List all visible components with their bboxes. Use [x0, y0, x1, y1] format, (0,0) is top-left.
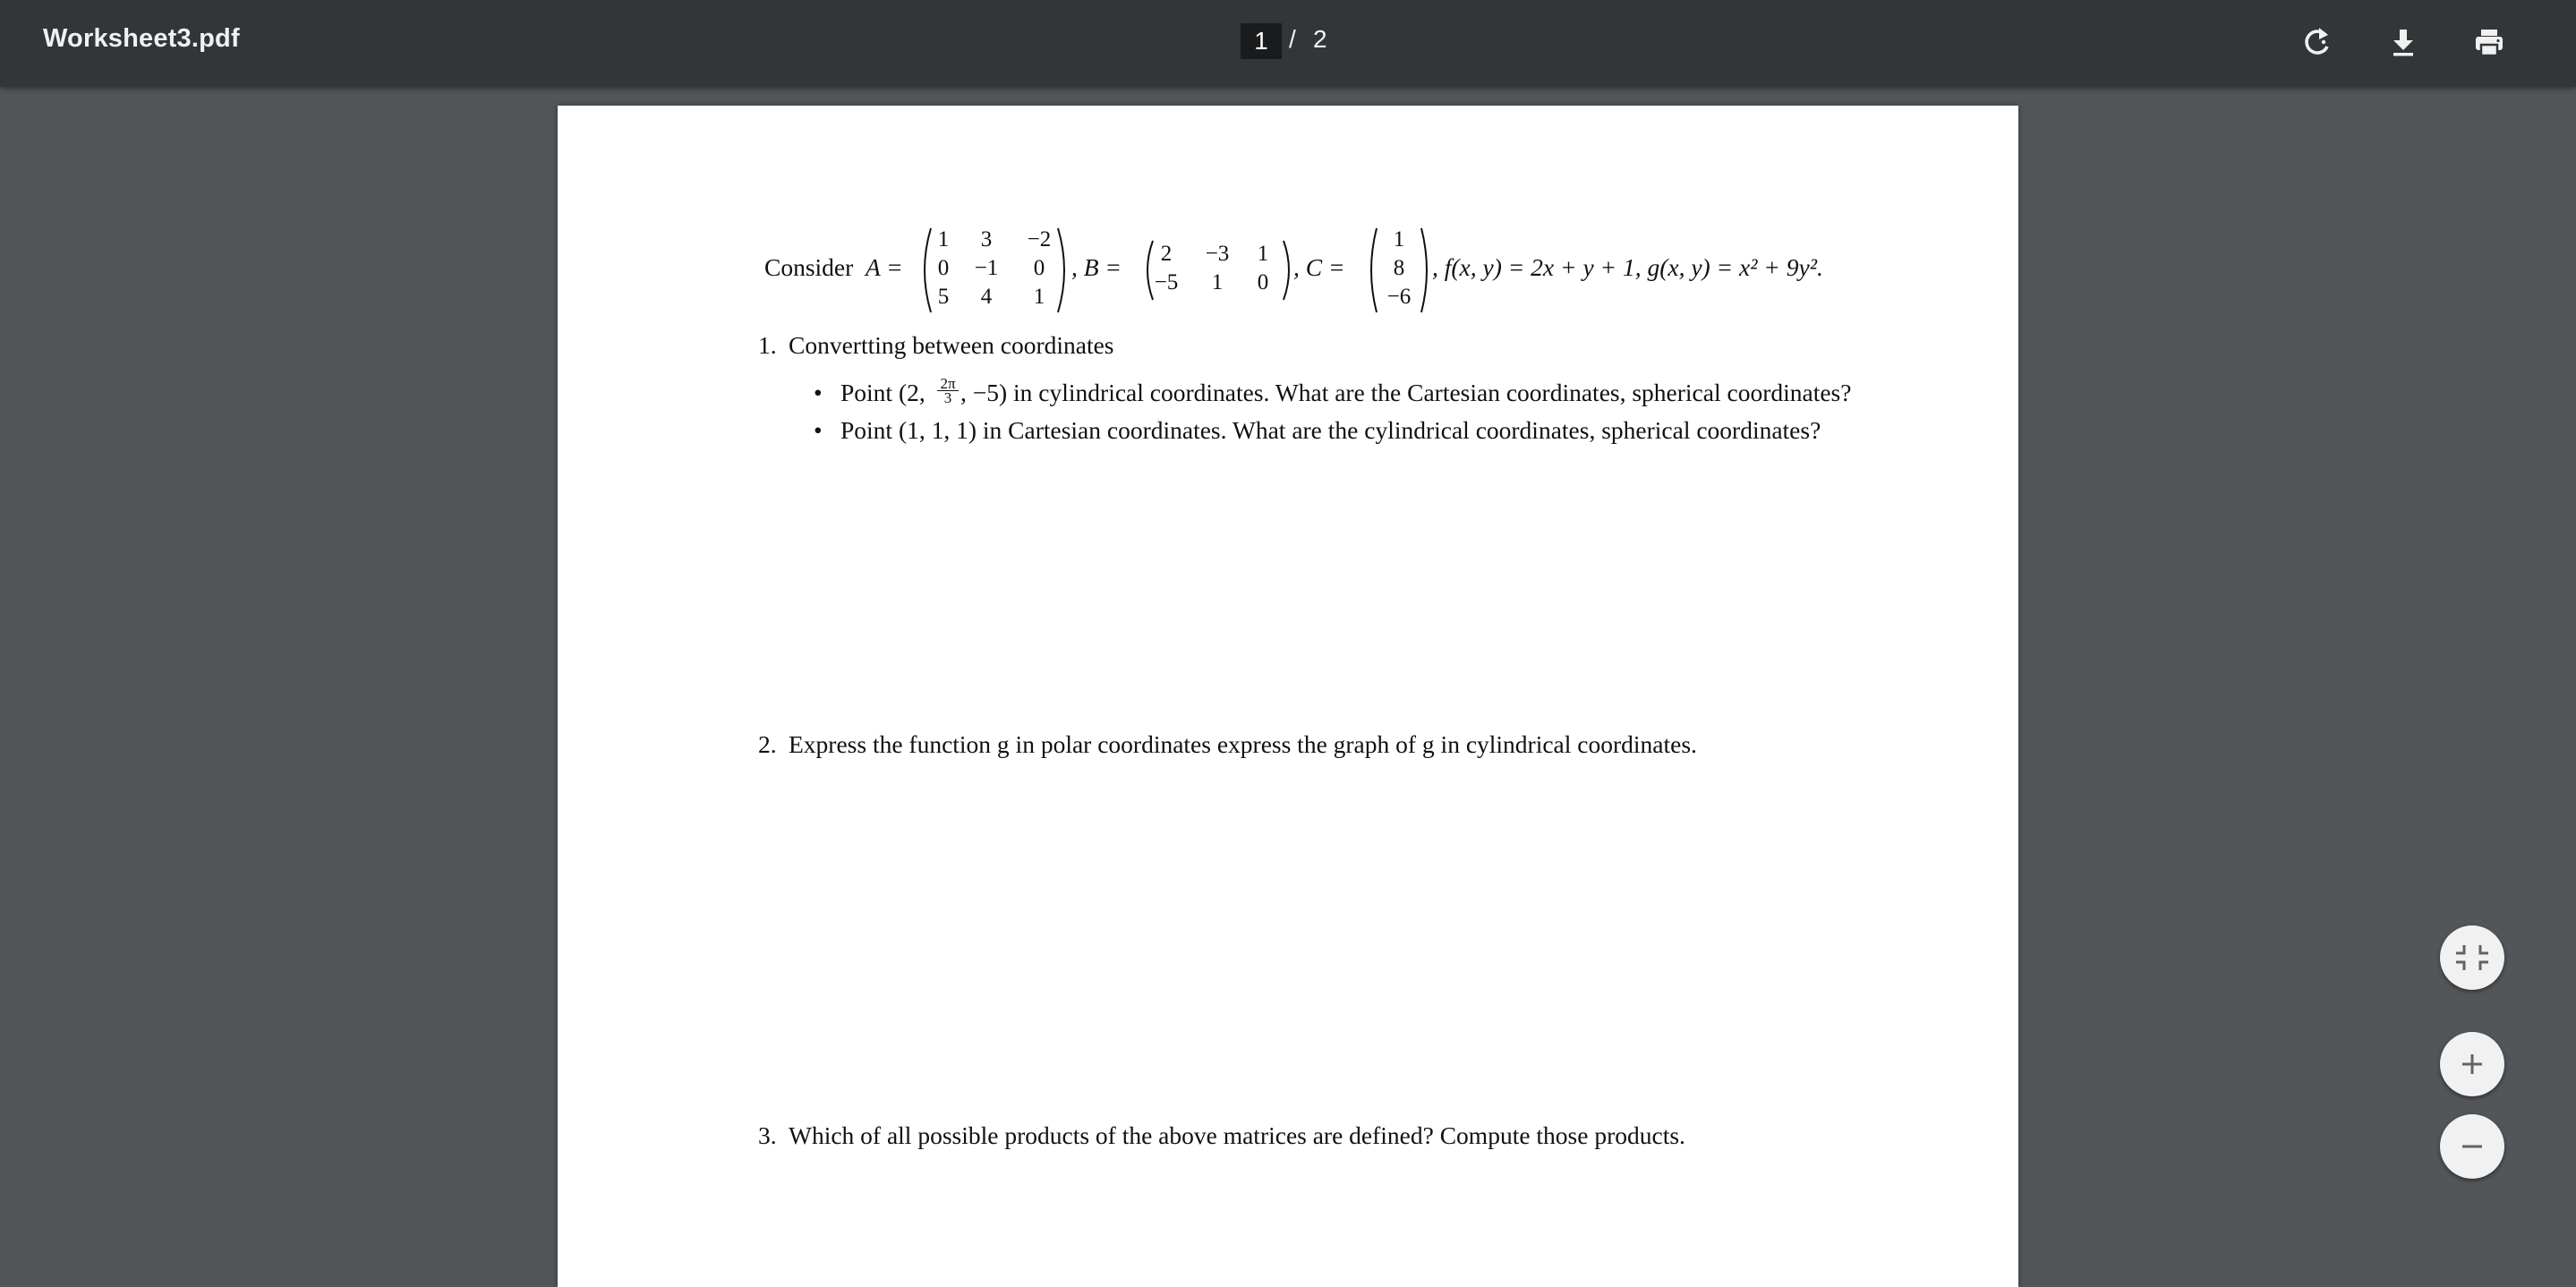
matrix-b-cell: −5: [1154, 270, 1179, 294]
fit-to-page-button[interactable]: [2440, 925, 2504, 990]
matrix-a-cell: 0: [1033, 256, 1045, 280]
matrix-b-cell: −3: [1205, 242, 1230, 266]
matrix-c-label: , C =: [1293, 253, 1345, 281]
page-separator: /: [1289, 25, 1296, 53]
matrix-c-cell: 8: [1393, 256, 1405, 280]
question-3-text: Which of all possible products of the above matrices are defined? Compute those products.: [789, 1121, 1685, 1149]
matrix-b-label: , B =: [1071, 253, 1122, 281]
consider-label: Consider: [764, 253, 854, 281]
fraction-denominator: 3: [943, 389, 952, 406]
matrix-a-cell: 3: [980, 227, 993, 251]
matrix-a-cell: 0: [937, 256, 950, 280]
fraction-numerator: 2π: [937, 377, 959, 391]
question-1-title: Convertting between coordinates: [789, 331, 1114, 359]
question-2-number: 2.: [758, 730, 777, 758]
matrix-b-cell: 2: [1160, 242, 1173, 266]
bullet-1-start: Point (2,: [840, 379, 925, 406]
pdf-page: [558, 106, 2018, 1287]
matrix-a-cell: 1: [1033, 285, 1045, 309]
zoom-in-icon: [2440, 1032, 2504, 1096]
bullet-2-dot: •: [814, 416, 823, 444]
matrix-c-cell: 1: [1393, 227, 1405, 251]
matrix-b-cell: 1: [1211, 270, 1224, 294]
print-icon: [2467, 20, 2512, 64]
question-2-text: Express the function g in polar coordinates express the graph of g in cylindrical coordinates.: [789, 730, 1697, 758]
toolbar: [0, 0, 2576, 87]
rotate-icon: [2296, 20, 2341, 64]
zoom-out-icon: [2440, 1114, 2504, 1179]
matrix-b: [1142, 238, 1296, 303]
matrix-a-cell: 5: [937, 285, 950, 309]
fit-to-page-icon: [2440, 925, 2504, 990]
print-button[interactable]: [2467, 20, 2512, 64]
total-pages: 2: [1313, 25, 1327, 53]
bullet-1-end: , −5) in cylindrical coordinates. What are the Cartesian coordinates, spherical coordinates?: [960, 379, 1852, 406]
question-1-number: 1.: [758, 331, 777, 359]
matrix-a-label: A =: [866, 253, 903, 281]
matrix-b-cell: 0: [1257, 270, 1269, 294]
question-3-number: 3.: [758, 1121, 777, 1149]
rotate-button[interactable]: [2296, 20, 2341, 64]
fraction-2pi-over-3: [937, 377, 959, 405]
page-number-input[interactable]: [1241, 23, 1282, 59]
download-button[interactable]: [2381, 20, 2426, 64]
matrix-a-cell: 4: [980, 285, 993, 309]
zoom-out-button[interactable]: [2440, 1114, 2504, 1179]
zoom-in-button[interactable]: [2440, 1032, 2504, 1096]
matrix-c: [1366, 226, 1432, 315]
matrix-c-cell: −6: [1386, 285, 1412, 309]
download-icon: [2381, 20, 2426, 64]
matrix-b-cell: 1: [1257, 242, 1269, 266]
matrix-a-cell: −1: [974, 256, 999, 280]
matrix-a-cell: 1: [937, 227, 950, 251]
function-definitions: , f(x, y) = 2x + y + 1, g(x, y) = x² + 9y².: [1432, 253, 1823, 281]
matrix-a-cell: −2: [1027, 227, 1052, 251]
matrix-a: [918, 226, 1070, 315]
document-title: Worksheet3.pdf: [43, 24, 240, 53]
bullet-2-text: Point (1, 1, 1) in Cartesian coordinates. What are the cylindrical coordinates, spherical coordinates?: [840, 416, 1821, 444]
bullet-1-dot: •: [814, 379, 823, 406]
